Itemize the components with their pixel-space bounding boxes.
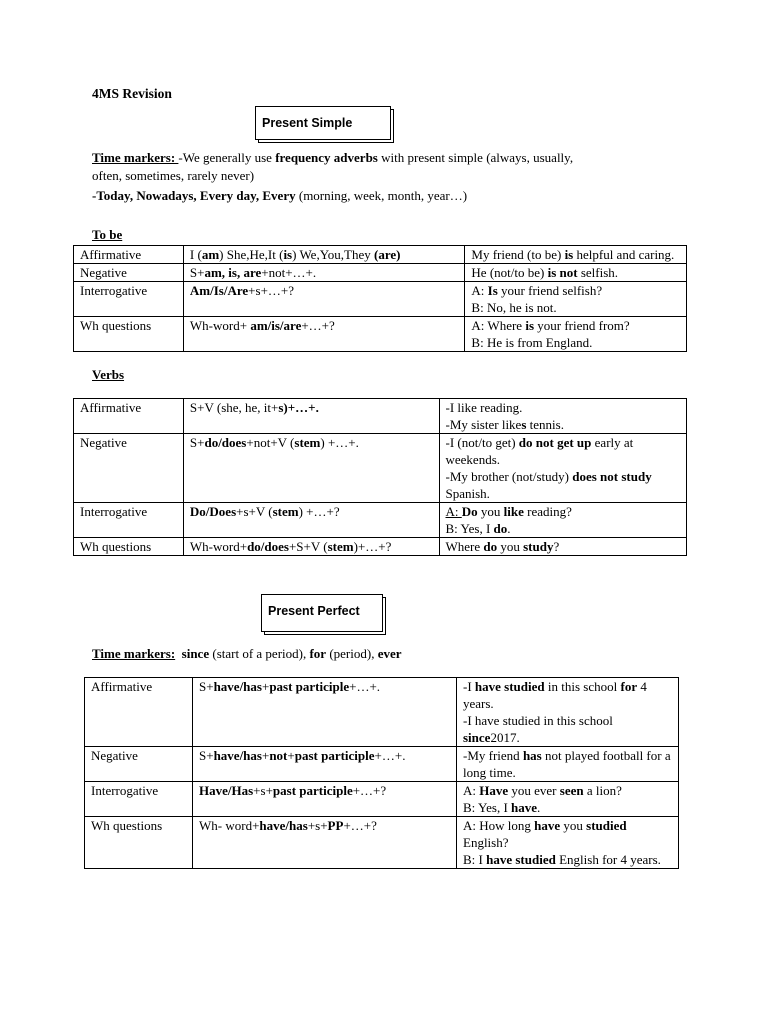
to-be-heading: To be xyxy=(92,227,123,242)
row-label: Negative xyxy=(74,434,184,503)
table-row xyxy=(85,817,679,869)
formula-cell: S+do/does+not+V (stem) +…+. xyxy=(183,434,439,503)
formula-cell: Have/Has+s+past participle+…+? xyxy=(193,782,457,817)
example-cell: He (not/to be) is not selfish. xyxy=(465,264,687,282)
table-row xyxy=(85,678,679,747)
example-cell: -I have studied in this school for 4 years. -I have studied in this school since2017. xyxy=(457,678,679,747)
ps-time-markers-line3: -Today, Nowadays, Every day, Every (morning, week, month, year…) xyxy=(92,188,468,203)
verbs-table xyxy=(73,398,687,556)
row-label: Negative xyxy=(85,747,193,782)
example-cell: A: How long have you studied English? B: I have studied English for 4 years. xyxy=(457,817,679,869)
table-row xyxy=(74,399,687,434)
example-cell: A: Do you like reading? B: Yes, I do. xyxy=(439,503,687,538)
formula-cell: S+V (she, he, it+s)+…+. xyxy=(183,399,439,434)
table-row xyxy=(74,282,687,317)
row-label: Interrogative xyxy=(74,282,184,317)
present-perfect-table xyxy=(84,677,679,869)
to-be-table xyxy=(73,245,687,352)
present-simple-banner: Present Simple xyxy=(255,106,391,140)
example-cell: A: Have you ever seen a lion? B: Yes, I have. xyxy=(457,782,679,817)
table-row xyxy=(85,782,679,817)
example-cell: A: Where is your friend from? B: He is from England. xyxy=(465,317,687,352)
document-title: 4MS Revision xyxy=(92,86,172,101)
formula-cell: S+am, is, are+not+…+. xyxy=(183,264,465,282)
formula-cell: Do/Does+s+V (stem) +…+? xyxy=(183,503,439,538)
present-perfect-banner: Present Perfect xyxy=(261,594,383,632)
example-cell: -I like reading. -My sister likes tennis. xyxy=(439,399,687,434)
formula-cell: Am/Is/Are+s+…+? xyxy=(183,282,465,317)
formula-cell: I (am) She,He,It (is) We,You,They (are) xyxy=(183,246,465,264)
row-label: Affirmative xyxy=(85,678,193,747)
ps-time-markers-line1: Time markers: -We generally use frequency adverbs with present simple (always, usually, xyxy=(92,150,574,165)
example-cell: A: Is your friend selfish? B: No, he is not. xyxy=(465,282,687,317)
formula-cell: S+have/has+past participle+…+. xyxy=(193,678,457,747)
example-cell: -I (not/to get) do not get up early at weekends. -My brother (not/study) does not study Spanish. xyxy=(439,434,687,503)
row-label: Wh questions xyxy=(74,317,184,352)
table-row xyxy=(74,503,687,538)
row-label: Affirmative xyxy=(74,246,184,264)
table-row xyxy=(85,747,679,782)
table-row xyxy=(74,317,687,352)
verbs-heading: Verbs xyxy=(92,367,125,382)
row-label: Interrogative xyxy=(74,503,184,538)
row-label: Negative xyxy=(74,264,184,282)
pp-time-markers-line: Time markers: since (start of a period), for (period), ever xyxy=(92,646,402,661)
table-row xyxy=(74,264,687,282)
formula-cell: Wh- word+have/has+s+PP+…+? xyxy=(193,817,457,869)
formula-cell: Wh-word+ am/is/are+…+? xyxy=(183,317,465,352)
formula-cell: S+have/has+not+past participle+…+. xyxy=(193,747,457,782)
row-label: Wh questions xyxy=(74,538,184,556)
ps-time-markers-line2: often, sometimes, rarely never) xyxy=(92,168,255,183)
formula-cell: Wh-word+do/does+S+V (stem)+…+? xyxy=(183,538,439,556)
example-cell: -My friend has not played football for a long time. xyxy=(457,747,679,782)
example-cell: My friend (to be) is helpful and caring. xyxy=(465,246,687,264)
table-row xyxy=(74,434,687,503)
row-label: Wh questions xyxy=(85,817,193,869)
row-label: Interrogative xyxy=(85,782,193,817)
table-row xyxy=(74,538,687,556)
table-row xyxy=(74,246,687,264)
row-label: Affirmative xyxy=(74,399,184,434)
example-cell: Where do you study? xyxy=(439,538,687,556)
